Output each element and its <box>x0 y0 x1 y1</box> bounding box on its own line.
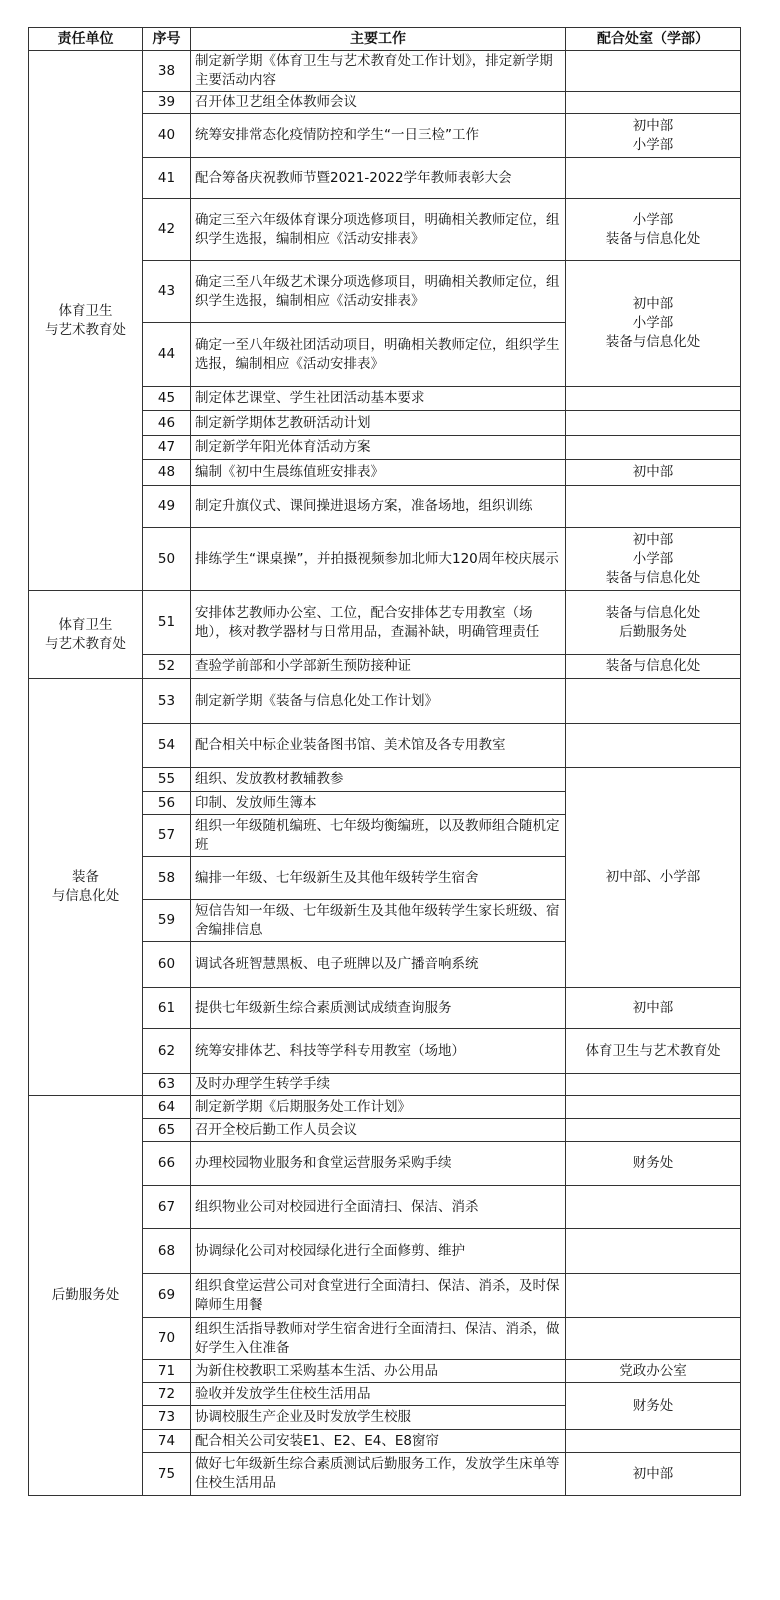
row-number: 58 <box>143 857 191 900</box>
row-number: 67 <box>143 1186 191 1229</box>
cooperating-office <box>566 387 741 411</box>
main-work: 协调绿化公司对校园绿化进行全面修剪、维护 <box>191 1229 566 1274</box>
main-work: 制定体艺课堂、学生社团活动基本要求 <box>191 387 566 411</box>
header-unit: 责任单位 <box>29 28 143 51</box>
row-number: 64 <box>143 1096 191 1119</box>
responsible-unit-cell <box>29 51 143 591</box>
table-row <box>29 591 741 655</box>
cooperating-office <box>566 1318 741 1360</box>
responsible-unit-cell <box>29 679 143 1096</box>
header-row <box>29 28 741 51</box>
main-work: 做好七年级新生综合素质测试后勤服务工作，发放学生床单等住校生活用品 <box>191 1453 566 1496</box>
cooperating-office <box>566 436 741 460</box>
row-number: 62 <box>143 1029 191 1074</box>
main-work: 召开体卫艺组全体教师会议 <box>191 92 566 114</box>
table-row <box>29 1096 741 1119</box>
cooperating-office <box>566 92 741 114</box>
main-work: 组织物业公司对校园进行全面清扫、保洁、消杀 <box>191 1186 566 1229</box>
row-number: 46 <box>143 411 191 436</box>
main-work: 制定新学期《装备与信息化处工作计划》 <box>191 679 566 724</box>
responsible-unit: 体育卫生 与艺术教育处 <box>45 616 126 652</box>
cooperating-office: 财务处 <box>566 1142 741 1186</box>
header-number: 序号 <box>143 28 191 51</box>
row-number: 47 <box>143 436 191 460</box>
cooperating-office: 体育卫生与艺术教育处 <box>566 1029 741 1074</box>
row-number: 61 <box>143 988 191 1029</box>
row-number: 72 <box>143 1383 191 1406</box>
row-number: 43 <box>143 261 191 323</box>
main-work: 编制《初中生晨练值班安排表》 <box>191 460 566 486</box>
header-main-work: 主要工作 <box>191 28 566 51</box>
row-number: 42 <box>143 199 191 261</box>
main-work: 确定一至八年级社团活动项目，明确相关教师定位，组织学生选报，编制相应《活动安排表》 <box>191 323 566 387</box>
cooperating-office <box>566 158 741 199</box>
row-number: 50 <box>143 528 191 591</box>
cooperating-office: 初中部 小学部 装备与信息化处 <box>605 296 701 350</box>
cooperating-office: 初中部 小学部 装备与信息化处 <box>605 531 701 586</box>
row-number: 63 <box>143 1074 191 1096</box>
cooperating-office-cell <box>566 591 741 655</box>
main-work: 印制、发放师生簿本 <box>191 792 566 815</box>
main-work: 提供七年级新生综合素质测试成绩查询服务 <box>191 988 566 1029</box>
row-number: 55 <box>143 768 191 792</box>
main-work: 组织、发放教材教辅教参 <box>191 768 566 792</box>
row-number: 44 <box>143 323 191 387</box>
main-work: 安排体艺教师办公室、工位，配合安排体艺专用教室（场地），核对教学器材与日常用品，查漏补缺，明确管理责任 <box>191 591 566 655</box>
responsible-unit: 装备 与信息化处 <box>51 869 120 904</box>
row-number: 48 <box>143 460 191 486</box>
cooperating-office <box>566 1186 741 1229</box>
main-work: 确定三至六年级体育课分项选修项目，明确相关教师定位，组织学生选报，编制相应《活动安排表》 <box>191 199 566 261</box>
row-number: 41 <box>143 158 191 199</box>
cooperating-office <box>566 679 741 724</box>
cooperating-office: 小学部 装备与信息化处 <box>605 211 701 247</box>
row-number: 70 <box>143 1318 191 1360</box>
row-number: 56 <box>143 792 191 815</box>
row-number: 71 <box>143 1360 191 1383</box>
cooperating-office: 初中部、小学部 <box>566 768 741 988</box>
main-work: 编排一年级、七年级新生及其他年级转学生宿舍 <box>191 857 566 900</box>
main-work: 组织一年级随机编班、七年级均衡编班，以及教师组合随机定班 <box>191 815 566 857</box>
cooperating-office <box>566 1229 741 1274</box>
row-number: 39 <box>143 92 191 114</box>
main-work: 制定新学期《后期服务处工作计划》 <box>191 1096 566 1119</box>
cooperating-office: 初中部 <box>566 1453 741 1496</box>
cooperating-office <box>566 724 741 768</box>
main-work: 组织食堂运营公司对食堂进行全面清扫、保洁、消杀，及时保障师生用餐 <box>191 1274 566 1318</box>
main-work: 统筹安排常态化疫情防控和学生“一日三检”工作 <box>191 114 566 158</box>
row-number: 51 <box>143 591 191 655</box>
main-work: 制定新学年阳光体育活动方案 <box>191 436 566 460</box>
row-number: 69 <box>143 1274 191 1318</box>
row-number: 74 <box>143 1430 191 1453</box>
header-cooperating-office: 配合处室（学部） <box>566 28 741 51</box>
row-number: 45 <box>143 387 191 411</box>
cooperating-office-cell <box>566 528 741 591</box>
row-number: 52 <box>143 655 191 679</box>
cooperating-office-cell <box>566 261 741 387</box>
responsible-unit: 后勤服务处 <box>51 1287 120 1303</box>
row-number: 68 <box>143 1229 191 1274</box>
cooperating-office: 初中部 <box>566 988 741 1029</box>
row-number: 57 <box>143 815 191 857</box>
cooperating-office: 装备与信息化处 后勤服务处 <box>605 604 701 640</box>
row-number: 65 <box>143 1119 191 1142</box>
main-work: 排练学生“课桌操”，并拍摄视频参加北师大120周年校庆展示 <box>191 528 566 591</box>
main-work: 制定新学期《体育卫生与艺术教育处工作计划》，排定新学期主要活动内容 <box>191 51 566 92</box>
row-number: 40 <box>143 114 191 158</box>
main-work: 验收并发放学生住校生活用品 <box>191 1383 566 1406</box>
responsible-unit-cell <box>29 1096 143 1496</box>
main-work: 配合筹备庆祝教师节暨2021-2022学年教师表彰大会 <box>191 158 566 199</box>
row-number: 49 <box>143 486 191 528</box>
cooperating-office: 装备与信息化处 <box>566 655 741 679</box>
table-row <box>29 51 741 92</box>
main-work: 统筹安排体艺、科技等学科专用教室（场地） <box>191 1029 566 1074</box>
cooperating-office <box>566 1119 741 1142</box>
table-row <box>29 679 741 724</box>
cooperating-office <box>566 1274 741 1318</box>
main-work: 短信告知一年级、七年级新生及其他年级转学生家长班级、宿舍编排信息 <box>191 900 566 942</box>
cooperating-office: 初中部 小学部 <box>632 117 674 153</box>
main-work: 为新住校教职工采购基本生活、办公用品 <box>191 1360 566 1383</box>
cooperating-office <box>566 1430 741 1453</box>
cooperating-office <box>566 486 741 528</box>
main-work: 配合相关中标企业装备图书馆、美术馆及各专用教室 <box>191 724 566 768</box>
cooperating-office <box>566 51 741 92</box>
cooperating-office: 财务处 <box>566 1383 741 1430</box>
cooperating-office: 初中部 <box>566 460 741 486</box>
main-work: 协调校服生产企业及时发放学生校服 <box>191 1406 566 1430</box>
main-work: 办理校园物业服务和食堂运营服务采购手续 <box>191 1142 566 1186</box>
row-number: 38 <box>143 51 191 92</box>
main-work: 确定三至八年级艺术课分项选修项目，明确相关教师定位，组织学生选报，编制相应《活动安排表》 <box>191 261 566 323</box>
row-number: 66 <box>143 1142 191 1186</box>
main-work: 制定新学期体艺教研活动计划 <box>191 411 566 436</box>
cooperating-office-cell <box>566 114 741 158</box>
main-work: 配合相关公司安装E1、E2、E4、E8窗帘 <box>191 1430 566 1453</box>
main-work: 组织生活指导教师对学生宿舍进行全面清扫、保洁、消杀，做好学生入住准备 <box>191 1318 566 1360</box>
row-number: 59 <box>143 900 191 942</box>
row-number: 75 <box>143 1453 191 1496</box>
main-work: 制定升旗仪式、课间操进退场方案，准备场地，组织训练 <box>191 486 566 528</box>
cooperating-office <box>566 1074 741 1096</box>
row-number: 54 <box>143 724 191 768</box>
main-work: 及时办理学生转学手续 <box>191 1074 566 1096</box>
cooperating-office <box>566 1096 741 1119</box>
responsible-unit-cell <box>29 591 143 679</box>
row-number: 73 <box>143 1406 191 1430</box>
cooperating-office <box>566 411 741 436</box>
main-work: 召开全校后勤工作人员会议 <box>191 1119 566 1142</box>
row-number: 53 <box>143 679 191 724</box>
work-plan-table <box>28 27 741 1496</box>
cooperating-office: 党政办公室 <box>566 1360 741 1383</box>
document-page <box>28 27 741 1496</box>
cooperating-office-cell <box>566 199 741 261</box>
responsible-unit: 体育卫生 与艺术教育处 <box>45 302 126 338</box>
main-work: 查验学前部和小学部新生预防接种证 <box>191 655 566 679</box>
main-work: 调试各班智慧黑板、电子班牌以及广播音响系统 <box>191 942 566 988</box>
row-number: 60 <box>143 942 191 988</box>
